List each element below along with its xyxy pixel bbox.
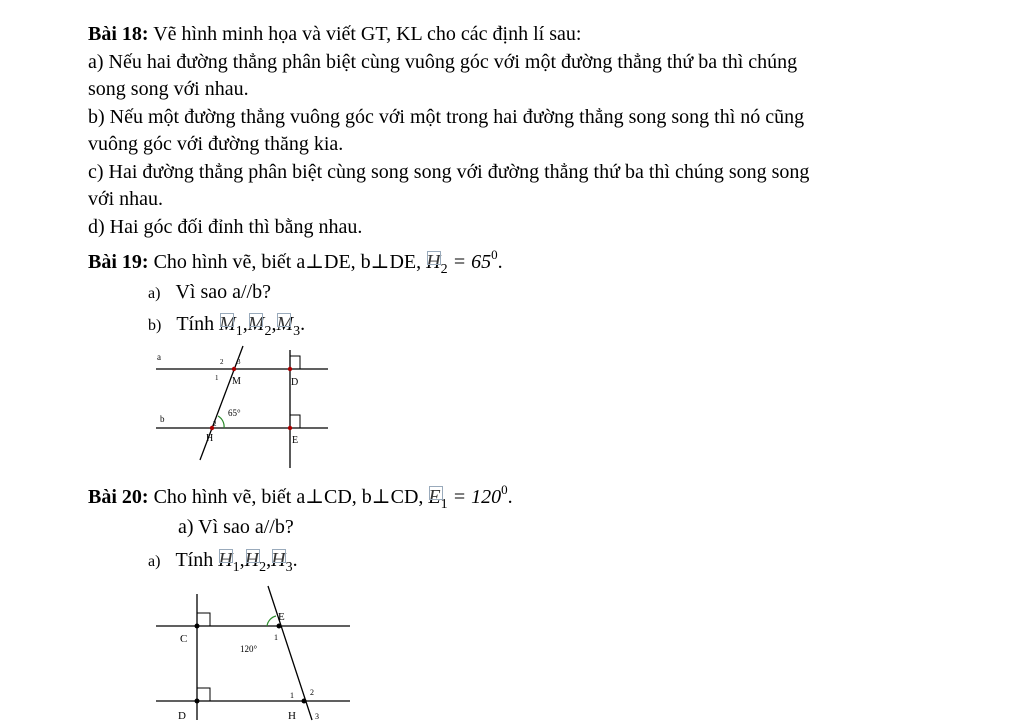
- bai20-h2-sub: 2: [259, 560, 267, 575]
- label-h2: 2: [310, 688, 314, 697]
- point-d: [288, 367, 292, 371]
- point-e: [288, 426, 292, 430]
- bai18-title: [88, 22, 581, 46]
- bai19-title: [88, 247, 503, 277]
- bai20-end: .: [507, 486, 513, 508]
- bai20-qb-label: a): [148, 553, 161, 570]
- bai19-degree: 0: [491, 247, 498, 262]
- bai20-heading: Bài 20:: [88, 486, 149, 508]
- label-h: H: [206, 433, 214, 444]
- bai18-d-line1: d) Hai góc đối đỉnh thì bằng nhau.: [88, 216, 363, 238]
- point-e: [277, 624, 282, 629]
- label-c: C: [180, 633, 188, 645]
- bai20-figure: [150, 582, 355, 722]
- bai19-m1-sub: 1: [235, 324, 243, 339]
- bai19-qb-text: Tính: [176, 313, 220, 335]
- bai20-question-b: [148, 548, 298, 575]
- bai19-m3-sub: 3: [293, 324, 301, 339]
- bai19-given: Cho hình vẽ, biết a⊥DE, b⊥DE,: [148, 251, 427, 273]
- bai19-qa-label: a): [148, 285, 161, 302]
- bai20-h2: H: [244, 549, 260, 571]
- bai19-question-b: [148, 312, 305, 339]
- label-m2: 2: [220, 358, 224, 366]
- label-h1: 1: [290, 691, 294, 700]
- label-b: b: [160, 414, 165, 424]
- bai19-comma1: ,: [242, 313, 248, 335]
- angle-arc-e: [267, 616, 276, 626]
- point-h: [302, 699, 307, 704]
- bai19-m1: M: [219, 313, 236, 335]
- label-m3: 3: [237, 358, 241, 366]
- label-d: D: [291, 377, 299, 388]
- bai20-h1-sub: 1: [232, 560, 240, 575]
- label-e1: 1: [274, 633, 278, 642]
- right-angle-e: [290, 415, 300, 428]
- right-angle-c: [197, 613, 210, 626]
- bai20-comma2: ,: [266, 549, 272, 571]
- bai20-degree: 0: [501, 482, 508, 497]
- label-m1: 1: [215, 374, 219, 382]
- point-c: [195, 624, 200, 629]
- bai18-a-line2: song song với nhau.: [88, 78, 249, 100]
- angle-arc-h: [218, 416, 224, 428]
- label-d: D: [178, 710, 186, 722]
- bai19-value: = 65: [447, 251, 492, 273]
- bai18-a-line1: a) Nếu hai đường thẳng phân biệt cùng vuông góc với một đường thẳng thứ ba thì chúng: [88, 51, 798, 73]
- point-d: [195, 699, 200, 704]
- bai19-end: .: [497, 251, 503, 273]
- bai20-h3-sub: 3: [285, 560, 293, 575]
- bai20-h1: H: [218, 549, 233, 571]
- point-m: [232, 367, 236, 371]
- bai19-figure: [148, 340, 338, 475]
- label-h3: 3: [315, 712, 319, 721]
- bai20-qb-text: Tính: [175, 549, 219, 571]
- bai19-angle-h: H: [426, 251, 441, 273]
- bai20-title: [88, 482, 513, 512]
- bai20-angle-sub: 1: [440, 497, 448, 512]
- label-h: H: [288, 710, 296, 722]
- bai20-question-a: a) Vì sao a//b?: [178, 516, 294, 538]
- bai18-b-line1: b) Nếu một đường thẳng vuông góc với một trong hai đường thẳng song song thì nó cũng: [88, 106, 805, 128]
- bai18-c-line2: với nhau.: [88, 188, 164, 210]
- label-e: E: [278, 611, 285, 623]
- bai18-b-line2: vuông góc với đường thăng kia.: [88, 133, 344, 155]
- label-h2: 2: [213, 420, 217, 428]
- bai18-heading: Bài 18:: [88, 23, 149, 45]
- right-angle-d: [290, 356, 300, 369]
- label-65: 65°: [228, 408, 241, 418]
- bai20-value: = 120: [447, 486, 502, 508]
- bai19-qa-text: Vì sao a//b?: [175, 281, 271, 303]
- bai19-comma2: ,: [271, 313, 277, 335]
- bai19-m2: M: [247, 313, 265, 335]
- label-120: 120°: [240, 644, 258, 654]
- bai19-question-a: [148, 280, 271, 306]
- bai20-period: .: [292, 549, 298, 571]
- label-a: a: [157, 352, 161, 362]
- bai19-qb-label: b): [148, 317, 162, 334]
- bai18-text: Vẽ hình minh họa và viết GT, KL cho các định lí sau:: [148, 23, 582, 45]
- right-angle-d: [197, 688, 210, 701]
- bai19-m3: M: [276, 313, 294, 335]
- bai20-comma1: ,: [239, 549, 245, 571]
- bai20-given: Cho hình vẽ, biết a⊥CD, b⊥CD,: [148, 486, 429, 508]
- label-e: E: [292, 435, 299, 446]
- bai20-h3: H: [271, 549, 286, 571]
- bai20-angle-e: E: [428, 486, 441, 508]
- bai19-period: .: [300, 313, 306, 335]
- bai19-angle-sub: 2: [440, 262, 448, 277]
- label-m: M: [232, 376, 241, 387]
- bai19-m2-sub: 2: [264, 324, 272, 339]
- bai19-heading: Bài 19:: [88, 251, 149, 273]
- bai18-c-line1: c) Hai đường thẳng phân biệt cùng song song với đường thẳng thứ ba thì chúng song song: [88, 161, 810, 183]
